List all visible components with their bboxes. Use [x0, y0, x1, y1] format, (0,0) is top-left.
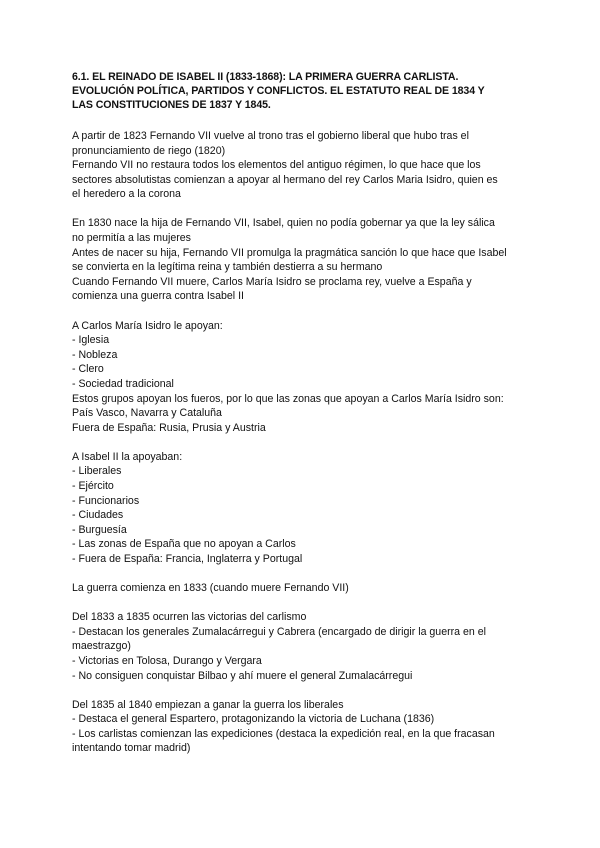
list-item: - Burguesía	[72, 523, 127, 536]
title-line: EVOLUCIÓN POLÍTICA, PARTIDOS Y CONFLICTOS. EL ESTATUTO REAL DE 1834 Y	[72, 85, 485, 97]
paragraph-war-start	[72, 581, 532, 596]
text-line: no permitía a las mujeres	[72, 232, 191, 245]
text-line: Fuera de España: Rusia, Prusia y Austria	[72, 421, 266, 434]
paragraph-liberal-victories	[72, 698, 532, 756]
list-item: - Ciudades	[72, 509, 124, 522]
list-item: - Nobleza	[72, 348, 118, 361]
text-line: sectores absolutistas comienzan a apoyar al hermano del rey Carlos Maria Isidro, quien es	[72, 173, 498, 186]
paragraph-restoration	[72, 129, 532, 202]
text-line: maestrazgo)	[72, 640, 131, 653]
list-item: - Iglesia	[72, 334, 110, 347]
paragraph-carlist-victories	[72, 610, 532, 683]
list-item: - Liberales	[72, 465, 122, 478]
paragraph-carlist-support	[72, 319, 532, 436]
text-line: comienza una guerra contra Isabel II	[72, 290, 244, 303]
text-line: intentando tomar madrid)	[72, 742, 191, 755]
text-line: Del 1833 a 1835 ocurren las victorias del carlismo	[72, 611, 307, 624]
list-item: - Sociedad tradicional	[72, 377, 174, 390]
list-item: - Funcionarios	[72, 494, 140, 507]
list-item: - Fuera de España: Francia, Inglaterra y Portugal	[72, 552, 303, 565]
text-line: País Vasco, Navarra y Cataluña	[72, 407, 222, 420]
text-line: En 1830 nace la hija de Fernando VII, Isabel, quien no podía gobernar ya que la ley sálica	[72, 217, 495, 230]
text-line: A partir de 1823 Fernando VII vuelve al trono tras el gobierno liberal que hubo tras el	[72, 130, 469, 142]
paragraph-isabel-support	[72, 450, 532, 567]
text-line: el heredero a la corona	[72, 188, 181, 201]
text-line: Fernando VII no restaura todos los elementos del antiguo régimen, lo que hace que los	[72, 159, 481, 172]
list-item: - Ejército	[72, 479, 114, 492]
list-item: - Clero	[72, 363, 104, 376]
list-item: - Destaca el general Espartero, protagonizando la victoria de Luchana (1836)	[72, 713, 435, 726]
paragraph-succession	[72, 216, 532, 304]
text-line: Cuando Fernando VII muere, Carlos María Isidro se proclama rey, vuelve a España y	[72, 275, 472, 288]
text-line: Del 1835 al 1840 empiezan a ganar la guerra los liberales	[72, 698, 344, 711]
title-line: 6.1. EL REINADO DE ISABEL II (1833-1868): LA PRIMERA GUERRA CARLISTA.	[72, 71, 459, 83]
text-line: Antes de nacer su hija, Fernando VII promulga la pragmática sanción lo que hace que Isabel	[72, 246, 507, 259]
text-line: se convierta en la legítima reina y también destierra a su hermano	[72, 261, 383, 274]
document-title	[72, 70, 532, 112]
list-item: - Las zonas de España que no apoyan a Carlos	[72, 538, 296, 551]
list-item: - No consiguen conquistar Bilbao y ahí muere el general Zumalacárregui	[72, 669, 413, 682]
text-line: A Isabel II la apoyaban:	[72, 450, 183, 463]
text-line: pronunciamiento de riego (1820)	[72, 144, 226, 157]
text-line: Estos grupos apoyan los fueros, por lo que las zonas que apoyan a Carlos María Isidro son:	[72, 392, 504, 405]
list-item: - Los carlistas comienzan las expediciones (destaca la expedición real, en la que fracasan	[72, 727, 495, 740]
document-body	[72, 70, 532, 770]
title-line: LAS CONSTITUCIONES DE 1837 Y 1845.	[72, 99, 271, 111]
list-item: - Destacan los generales Zumalacárregui y Cabrera (encargado de dirigir la guerra en el	[72, 625, 486, 638]
text-line: A Carlos María Isidro le apoyan:	[72, 319, 223, 332]
text-line: La guerra comienza en 1833 (cuando muere Fernando VII)	[72, 582, 349, 595]
list-item: - Victorias en Tolosa, Durango y Vergara	[72, 654, 262, 667]
